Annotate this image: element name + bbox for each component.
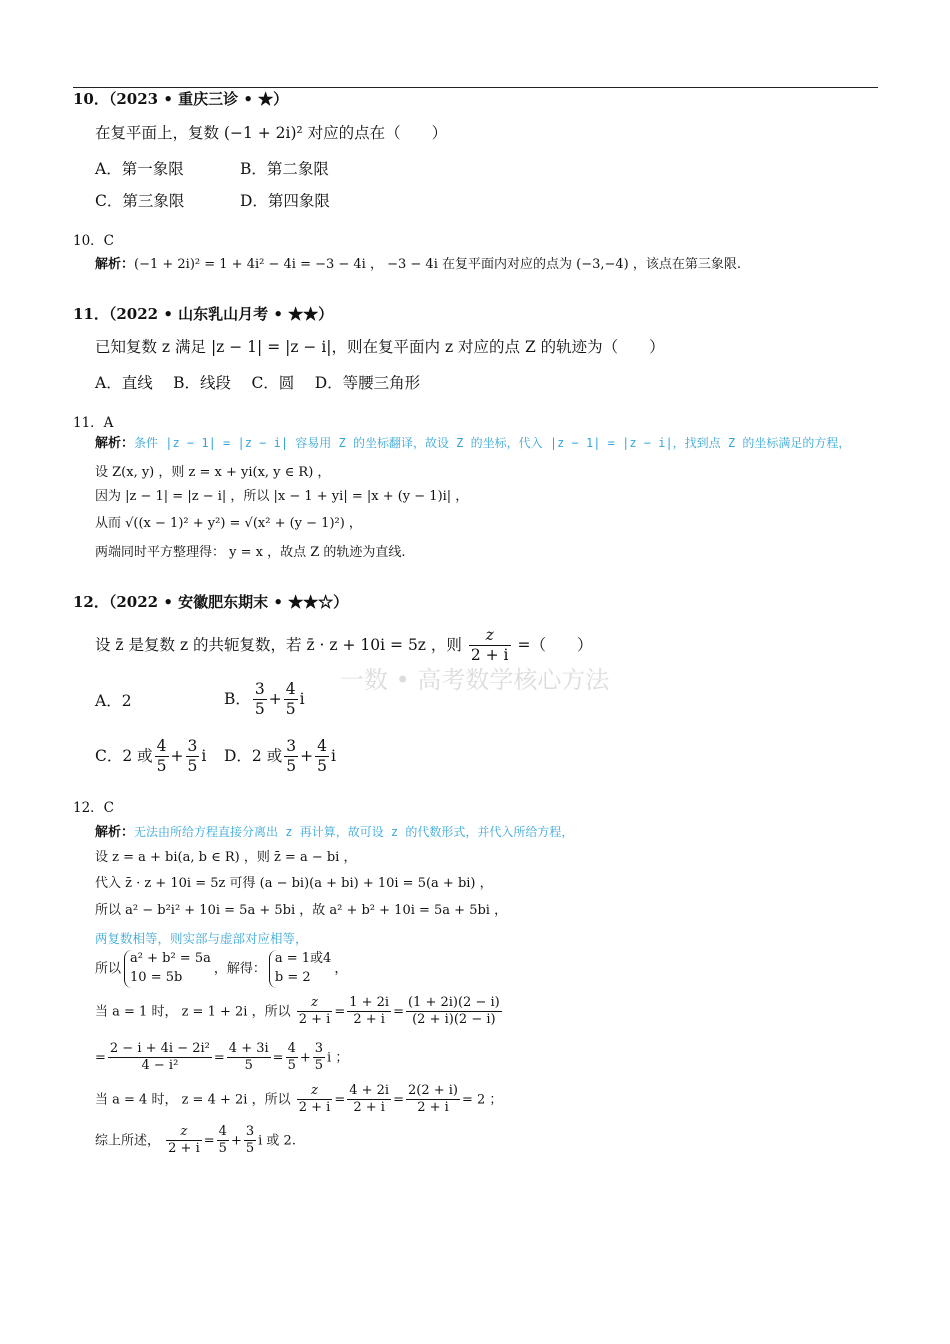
fraction-numerator: 3	[253, 680, 267, 700]
fraction-denominator: 5	[286, 757, 297, 776]
q12-stem-post: =（ ）	[517, 635, 593, 654]
fraction-numerator: z	[297, 1083, 333, 1100]
fraction	[313, 1041, 325, 1075]
equation-system	[124, 950, 211, 988]
fraction	[108, 1041, 212, 1075]
q11-hint: 条件 |z − 1| = |z − i| 容易用 Z 的坐标翻译，故设 Z 的坐标，代入 |z − 1| = |z − i|，找到点 Z 的坐标满足的方程，	[134, 436, 851, 450]
fraction-numerator: 3	[186, 737, 200, 757]
fraction	[315, 737, 329, 777]
q12-stem	[95, 626, 592, 666]
fraction	[406, 995, 502, 1029]
step-text: = 2 ；	[462, 1092, 503, 1108]
q12-option-a: A．2	[95, 692, 132, 710]
solution-label: 解析：	[95, 257, 135, 272]
step-text: ，	[334, 961, 348, 977]
q12-hint-line	[95, 825, 573, 841]
q12-system-line	[95, 950, 347, 988]
fraction	[297, 995, 333, 1029]
fraction	[217, 1124, 229, 1158]
q12-stem-fraction	[469, 626, 511, 666]
step-text: ，解得：	[213, 961, 266, 977]
q11-step-4: 两端同时平方整理得： y = x ，故点 Z 的轨迹为直线.	[95, 545, 406, 560]
fraction	[284, 680, 298, 720]
fraction-numerator: 2(2 + i)	[406, 1083, 460, 1100]
q12-summary: 综上所述， $\frac{z}{2 + i}$ = $\frac{4}{5}$ + $\frac{3}{5}$ i 或 2.	[95, 1124, 296, 1157]
fraction-numerator: z	[297, 995, 333, 1012]
fraction-numerator: 4	[286, 1041, 298, 1058]
fraction-denominator: 5	[245, 1141, 255, 1157]
fraction-numerator: 1 + 2i	[347, 995, 391, 1012]
system-row: b = 2	[274, 969, 311, 985]
fraction	[284, 737, 298, 777]
q12-hint: 无法由所给方程直接分离出 z 再计算，故可设 z 的代数形式，并代入所给方程，	[134, 825, 574, 839]
fraction-numerator: z	[469, 626, 511, 646]
q10-solution-text: (−1 + 2i)² = 1 + 4i² − 4i = −3 − 4i ， −3 − 4i 在复平面内对应的点为 (−3,−4) ，该点在第三象限.	[134, 257, 741, 272]
fraction-denominator: 5	[244, 1058, 253, 1074]
q12-case-1: 当 a = 1 时， z = 1 + 2i ，所以 $\frac{z}{2 + i}$ = $\frac{1 + 2i}{2 + i}$ = $\frac{(1 + 2i)(2 - i)}{(2 + i)(2 - i)}$	[95, 995, 500, 1028]
q12-stem-pre: 设 z̄ 是复数 z 的共轭复数，若 z̄ · z + 10i = 5z ，则	[95, 635, 462, 654]
fraction	[155, 737, 169, 777]
q11-options: A．直线 B．线段 C．圆 D．等腰三角形	[95, 374, 421, 392]
q10-stem: 在复平面上，复数 (−1 + 2i)² 对应的点在（ ）	[95, 124, 448, 142]
option-label: C．2 或	[95, 746, 153, 765]
fraction-denominator: 5	[287, 1058, 296, 1074]
q12-step-2: 代入 z̄ · z + 10i = 5z 可得 (a − bi)(a + bi) + 10i = 5(a + bi) ，	[95, 876, 493, 891]
q12-hint-2: 两复数相等，则实部与虚部对应相等，	[95, 931, 308, 946]
fraction-denominator: 2 + i	[470, 646, 509, 665]
step-text: 当 a = 4 时， z = 4 + 2i ，所以	[95, 1092, 291, 1108]
fraction	[297, 1083, 333, 1117]
step-text: 所以	[95, 961, 122, 977]
fraction-denominator: 5	[156, 757, 167, 776]
system-row: 10 = 5b	[130, 969, 183, 985]
solution-label: 解析：	[95, 825, 135, 840]
q12-option-c: C．2 或 $\frac{4}{5}$ + $\frac{3}{5}$ i	[95, 737, 207, 776]
fraction-numerator: 4	[284, 680, 298, 700]
option-label: D．2 或	[224, 746, 283, 765]
option-label: B．	[224, 689, 251, 708]
fraction	[406, 1083, 460, 1117]
fraction-denominator: (2 + i)(2 − i)	[412, 1012, 496, 1028]
fraction-denominator: 5	[317, 757, 327, 776]
q11-hint-line	[95, 436, 850, 452]
q11-answer: 11．A	[73, 415, 114, 431]
q10-answer: 10．C	[73, 233, 115, 249]
q10-option-b: B．第二象限	[240, 160, 329, 178]
q12-option-b: B． $\frac{3}{5}$ + $\frac{4}{5}$ i	[224, 680, 305, 719]
fraction-numerator: 3	[244, 1124, 256, 1141]
fraction-denominator: 5	[254, 700, 265, 719]
fraction-denominator: 5	[314, 1058, 324, 1074]
watermark: 一数 • 高考数学核心方法	[340, 666, 610, 694]
fraction-numerator: 4 + 2i	[347, 1083, 391, 1100]
fraction-numerator: 4	[217, 1124, 229, 1141]
fraction-denominator: 2 + i	[353, 1012, 385, 1028]
solution-label: 解析：	[95, 436, 135, 451]
fraction-denominator: 2 + i	[298, 1100, 331, 1116]
q11-heading: 11．（2022 • 山东乳山月考 • ★★）	[73, 305, 334, 323]
q12-step-3: 所以 a² − b²i² + 10i = 5a + 5bi ，故 a² + b² + 10i = 5a + 5bi ，	[95, 903, 508, 918]
fraction-numerator: (1 + 2i)(2 − i)	[406, 995, 502, 1012]
fraction	[227, 1041, 271, 1075]
q11-step-1: 设 Z(x, y) ，则 z = x + yi(x, y ∈ R) ，	[95, 465, 331, 480]
fraction-numerator: z	[166, 1124, 202, 1141]
fraction	[347, 995, 391, 1029]
q10-option-d: D．第四象限	[240, 192, 330, 210]
equation-system	[269, 950, 331, 988]
step-text: i ；	[327, 1050, 349, 1066]
fraction-denominator: 2 + i	[298, 1012, 331, 1028]
q12-heading: 12．（2022 • 安徽肥东期末 • ★★☆）	[73, 593, 349, 611]
fraction-numerator: 2 − i + 4i − 2i²	[108, 1041, 212, 1058]
q11-step-3: 从而 √((x − 1)² + y²) = √(x² + (y − 1)²) ，	[95, 516, 362, 531]
q11-step-2: 因为 |z − 1| = |z − i| ，所以 |x − 1 + yi| = |x + (y − 1)i| ，	[95, 489, 469, 504]
q10-heading: 10．（2023 • 重庆三诊 • ★）	[73, 90, 289, 108]
fraction-denominator: 2 + i	[168, 1141, 200, 1157]
q11-stem: 已知复数 z 满足 |z − 1| = |z − i|，则在复平面内 z 对应的点 Z 的轨迹为（ ）	[95, 338, 665, 356]
fraction-numerator: 4	[315, 737, 329, 757]
step-text: 综上所述，	[95, 1133, 161, 1149]
system-row: a² + b² = 5a	[130, 951, 211, 966]
q12-answer: 12．C	[73, 800, 115, 816]
fraction	[347, 1083, 391, 1117]
q12-option-d: D．2 或 $\frac{3}{5}$ + $\frac{4}{5}$ i	[224, 737, 336, 776]
step-text: i 或 2.	[258, 1133, 296, 1149]
q10-option-c: C．第三象限	[95, 192, 185, 210]
header-rule	[73, 87, 878, 88]
fraction-denominator: 2 + i	[353, 1100, 385, 1116]
fraction-numerator: 4	[155, 737, 169, 757]
fraction-denominator: 5	[285, 700, 296, 719]
fraction-denominator: 5	[187, 757, 198, 776]
fraction-denominator: 4 − i²	[141, 1058, 179, 1074]
fraction-numerator: 3	[284, 737, 298, 757]
fraction	[253, 680, 267, 720]
q10-solution	[95, 257, 741, 273]
fraction-denominator: 2 + i	[417, 1100, 449, 1116]
fraction	[186, 737, 200, 777]
q12-step-1: 设 z = a + bi(a, b ∈ R) ，则 z̄ = a − bi ，	[95, 850, 357, 865]
q12-case-1-continued: = $\frac{\text{2 − i + 4i − 2i²}}{\text{4 − i²}}$ = $\frac{4 + 3i}{5}$ = $\frac{4}{5}$ + $\frac{3}{5}$ i ；	[95, 1041, 349, 1074]
fraction	[286, 1041, 298, 1075]
q10-option-a: A．第一象限	[95, 160, 184, 178]
q12-case-2: 当 a = 4 时， z = 4 + 2i ，所以 $\frac{z}{2 + i}$ = $\frac{4 + 2i}{2 + i}$ = $\frac{2(2 + i)}{2 + i}$ = 2 ；	[95, 1083, 503, 1116]
step-text: 当 a = 1 时， z = 1 + 2i ，所以	[95, 1004, 291, 1020]
fraction-denominator: 5	[218, 1141, 227, 1157]
fraction	[244, 1124, 256, 1158]
system-row: a = 1或4	[274, 951, 332, 966]
fraction-numerator: 3	[313, 1041, 325, 1058]
fraction-numerator: 4 + 3i	[227, 1041, 271, 1058]
fraction	[166, 1124, 202, 1158]
